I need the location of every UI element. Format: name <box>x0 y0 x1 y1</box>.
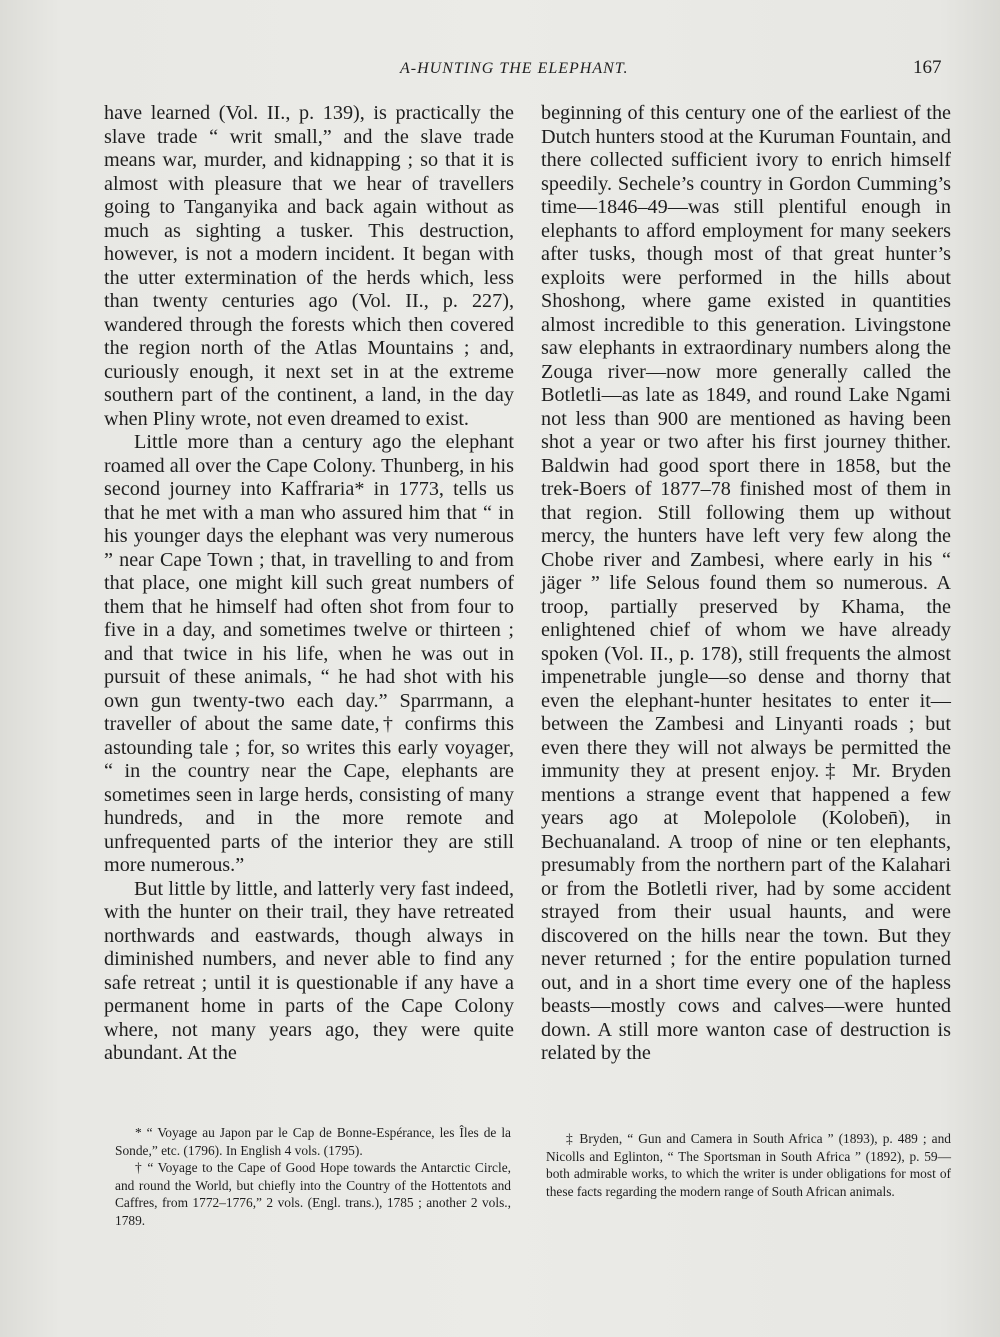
paragraph: But little by little, and latterly very fast indeed, with the hunter on their trail, they have retreated northwards and eastwards, though always in diminished numbers, and never able to find any safe retreat ; until it is questionable if any have a permanent home in parts of the Cape Colony where, not many years ago, they were quite abundant. At the <box>104 877 514 1064</box>
right-column <box>541 102 951 1066</box>
footnote: ‡ Bryden, “ Gun and Camera in South Africa ” (1893), p. 489 ; and Nicolls and Eglinton, “ The Sportsman in South Africa ” (1892), p. 59—both admirable works, to which the writer is under obligations for most of these facts regarding the modern range of South African animals. <box>546 1131 951 1199</box>
page-number: 167 <box>913 57 942 78</box>
footnotes-right <box>546 1130 951 1200</box>
paragraph: Little more than a century ago the elephant roamed all over the Cape Colony. Thunberg, in his second journey into Kaffraria* in 1773, tells us that he met with a man who assured him that “ in his younger days the elephant was very numerous ” near Cape Town ; that, in travelling to and from that place, one might kill such great numbers of them that he himself had often shot from four to five in a day, and sometimes twelve or thirteen ; and that twice in his life, when he was out in pursuit of these animals, “ he had shot with his own gun twenty-two each day.” Sparrmann, a traveller of about the same date,† confirms this astounding tale ; for, so writes this early voyager, “ in the country near the Cape, elephants are sometimes seen in large herds, consisting of many hundreds, and in the more remote and unfrequented parts of the interior they are still more numerous.” <box>104 431 514 876</box>
paragraph: have learned (Vol. II., p. 139), is practically the slave trade “ writ small,” and the slave trade means war, murder, and kidnapping ; so that it is almost with pleasure that we hear of travellers going to Tanganyika and back again without as much as sighting a tusker. This destruction, however, is not a modern incident. It began with the utter extermination of the herds which, less than twenty centuries ago (Vol. II., p. 227), wandered through the forests which then covered the region north of the Atlas Mountains ; and, curiously enough, it next set in at the extreme southern part of the continent, a land, in the day when Pliny wrote, not even dreamed to exist. <box>104 102 514 430</box>
paragraph: beginning of this century one of the earliest of the Dutch hunters stood at the Kuruman Fountain, and there collected sufficient ivory to enrich himself speedily. Sechele’s country in Gordon Cumming’s time—1846–49—was still plentiful enough in elephants to afford employment for many seekers after tusks, though most of that great hunter’s exploits were performed in the hills about Shoshong, where game existed in quantities almost incredible to this generation. Livingstone saw elephants in extraordinary numbers along the Zouga river—now more generally called the Botletli—as late as 1849, and round Lake Ngami not less than 900 are mentioned as having been shot a year or two after his first journey thither. Baldwin had good sport there in 1858, but the trek-Boers of 1877–78 finished most of them in that region. Still following them up without mercy, the hunters have left very few along the Chobe river and Zambesi, where early in his “ jäger ” life Selous found them so numerous. A troop, partially preserved by Khama, the enlightened chief of whom we have already spoken (Vol. II., p. 178), still frequents the almost impenetrable jungle—so dense and thorny that even the elephant-hunter hesitates to enter it—between the Zambesi and Linyanti roads ; but even there they will not always be permitted the immunity they at present enjoy.‡ Mr. Bryden mentions a strange event that happened a few years ago at Molepolole (Koloben̄), in Bechuanaland. A troop of nine or ten elephants, presumably from the northern part of the Kalahari or from the Botletli river, had by some accident strayed from their usual haunts, and were discovered on the hills near the town. But they never returned ; for the entire population turned out, and in a short time every one of the hapless beasts—mostly cows and calves—were hunted down. A still more wanton case of destruction is related by the <box>541 102 951 1064</box>
left-column <box>104 102 514 1066</box>
footnote: * “ Voyage au Japon par le Cap de Bonne-Espérance, les Îles de la Sonde,” etc. (1796). In English 4 vols. (1795). <box>115 1125 511 1158</box>
running-title: A-HUNTING THE ELEPHANT. <box>400 60 629 77</box>
footnotes-left <box>115 1124 511 1229</box>
footnote: † “ Voyage to the Cape of Good Hope towards the Antarctic Circle, and round the World, but chiefly into the Country of the Hottentots and Caffres, from 1772–1776,” 2 vols. (Engl. trans.), 1785 ; another 2 vols., 1789. <box>115 1160 511 1228</box>
